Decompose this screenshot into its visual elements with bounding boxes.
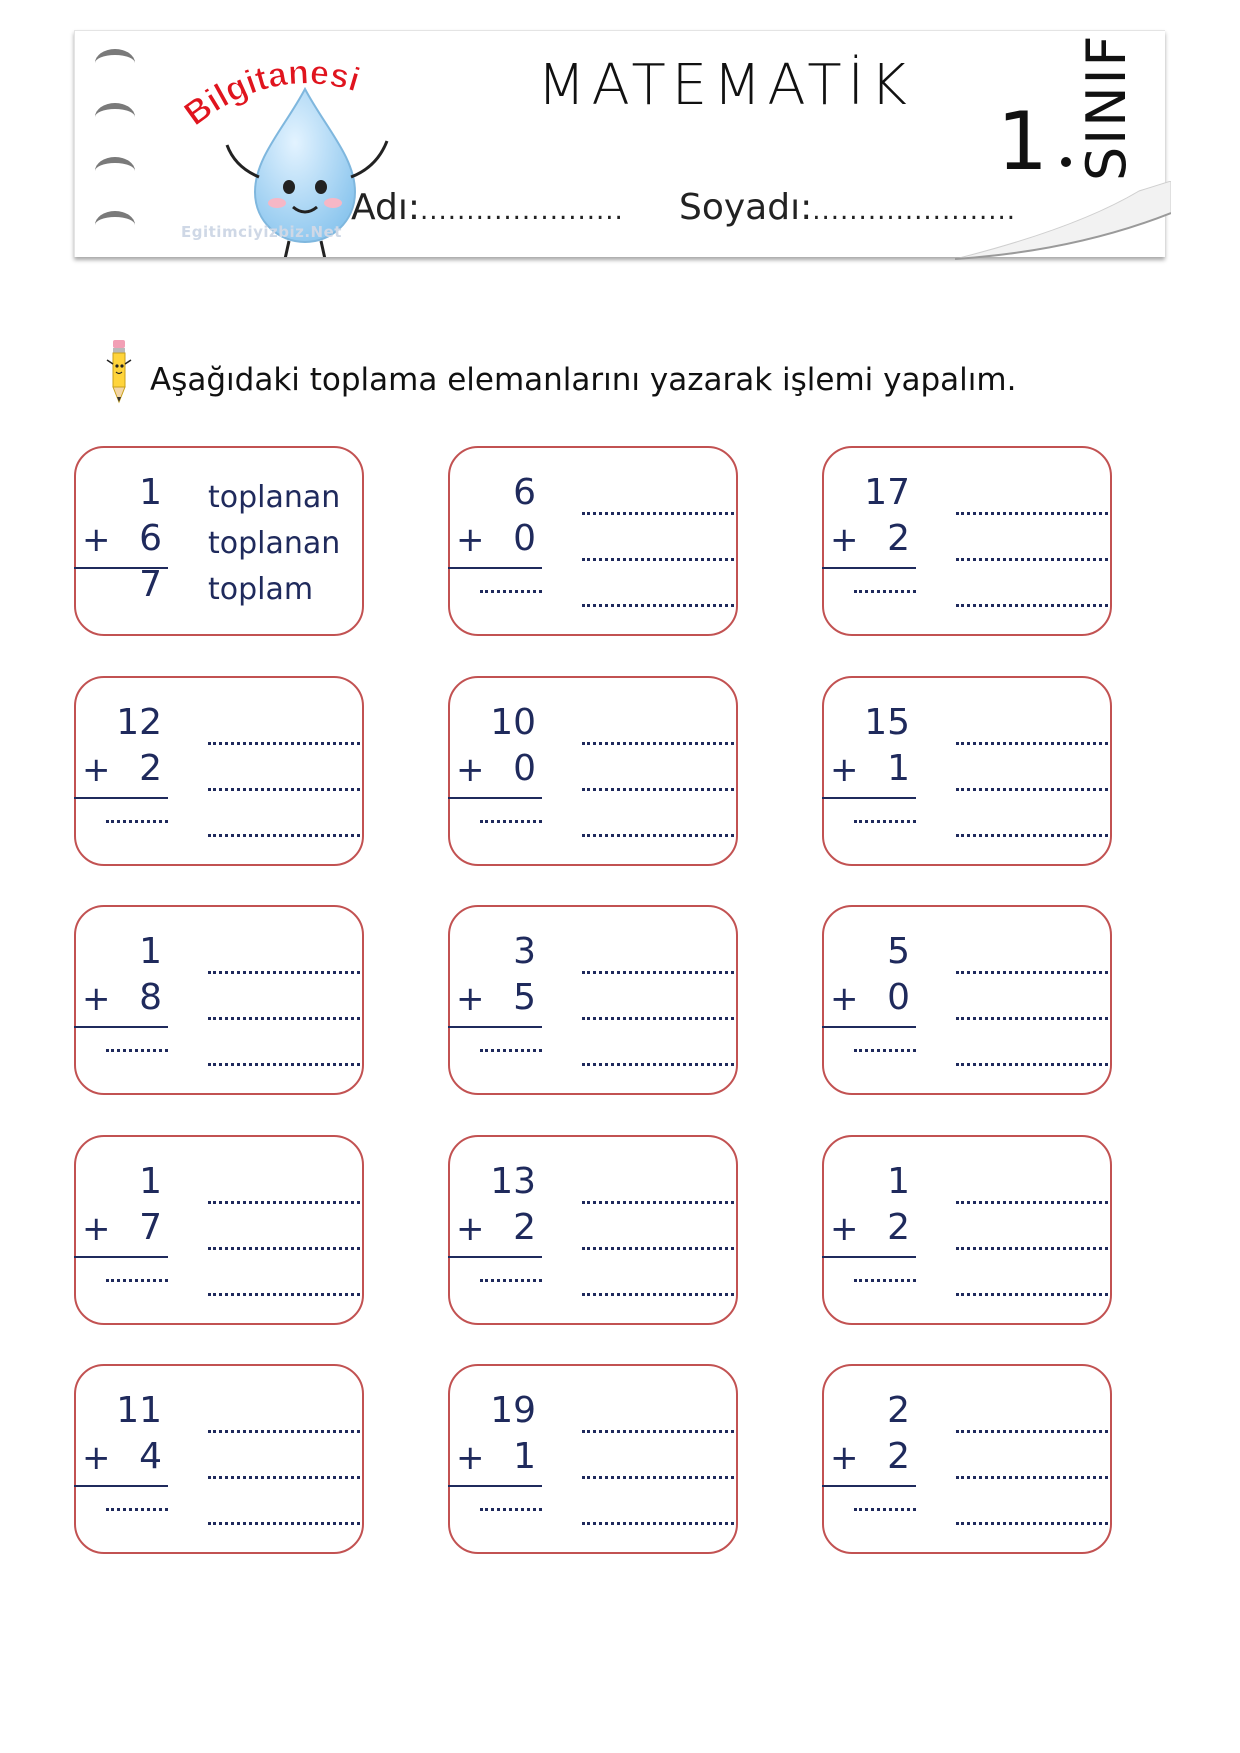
plus-sign: + xyxy=(82,979,111,1019)
sum-answer-blank[interactable] xyxy=(480,800,542,823)
second-addend: 7 xyxy=(139,1207,162,1248)
term-name-blank[interactable] xyxy=(956,1191,1108,1204)
second-addend: 2 xyxy=(887,1207,910,1248)
addition-problem-box xyxy=(448,446,738,636)
sum-line xyxy=(74,1485,168,1487)
sum-answer-blank[interactable] xyxy=(480,1029,542,1052)
term-name-blank[interactable] xyxy=(956,1466,1108,1479)
second-addend: 2 xyxy=(139,748,162,789)
first-addend: 3 xyxy=(513,931,536,972)
name-label: Adı: xyxy=(351,187,420,228)
plus-sign: + xyxy=(456,979,485,1019)
sum-value: 7 xyxy=(139,564,162,605)
first-addend: 5 xyxy=(887,931,910,972)
term-name-blank[interactable] xyxy=(956,1283,1108,1296)
second-addend: 0 xyxy=(513,518,536,559)
term-name-blank[interactable] xyxy=(956,961,1108,974)
sum-answer-blank[interactable] xyxy=(480,1488,542,1511)
addition-problem-box xyxy=(822,1364,1112,1554)
term-name-blank[interactable] xyxy=(208,1512,360,1525)
sum-line xyxy=(448,1485,542,1487)
addition-problem-box xyxy=(822,676,1112,866)
addition-problem-box xyxy=(448,905,738,1095)
second-addend: 4 xyxy=(139,1436,162,1477)
surname-label: Soyadı: xyxy=(679,187,813,228)
sum-answer-blank[interactable] xyxy=(854,1488,916,1511)
term-name-blank[interactable] xyxy=(208,778,360,791)
sum-answer-blank[interactable] xyxy=(480,570,542,593)
sum-line xyxy=(74,1256,168,1258)
term-name-blank[interactable] xyxy=(582,1191,734,1204)
term-name-blank[interactable] xyxy=(956,1007,1108,1020)
addition-problem-box xyxy=(822,1135,1112,1325)
binder-ring-icon xyxy=(95,211,135,239)
term-name-blank[interactable] xyxy=(208,1283,360,1296)
first-addend: 6 xyxy=(513,472,536,513)
plus-sign: + xyxy=(456,750,485,790)
term-name-blank[interactable] xyxy=(582,1053,734,1066)
first-addend: 1 xyxy=(139,472,162,513)
sum-answer-blank[interactable] xyxy=(106,800,168,823)
sum-line xyxy=(448,567,542,569)
second-addend: 0 xyxy=(887,977,910,1018)
plus-sign: + xyxy=(830,979,859,1019)
second-addend: 6 xyxy=(139,518,162,559)
term-name-blank[interactable] xyxy=(208,1191,360,1204)
sum-answer-blank[interactable] xyxy=(106,1259,168,1282)
term-name-blank[interactable] xyxy=(208,1007,360,1020)
addition-problem-box xyxy=(822,905,1112,1095)
term-name-blank[interactable] xyxy=(956,1237,1108,1250)
term-name-blank[interactable] xyxy=(956,594,1108,607)
addition-problem-box xyxy=(448,1364,738,1554)
label-addend-2: toplanan xyxy=(208,526,341,561)
sum-line xyxy=(822,797,916,799)
sum-line xyxy=(822,1026,916,1028)
instruction-text: Aşağıdaki toplama elemanlarını yazarak işlemi yapalım. xyxy=(150,362,1017,398)
svg-text:Bilgitanesi xyxy=(177,53,364,133)
term-name-blank[interactable] xyxy=(956,824,1108,837)
sum-answer-blank[interactable] xyxy=(854,570,916,593)
addition-problem-box xyxy=(74,1364,364,1554)
sum-line xyxy=(448,1256,542,1258)
sum-line xyxy=(822,1485,916,1487)
term-name-blank[interactable] xyxy=(582,594,734,607)
first-addend: 2 xyxy=(887,1390,910,1431)
term-name-blank[interactable] xyxy=(956,1420,1108,1433)
sum-line xyxy=(74,1026,168,1028)
term-name-blank[interactable] xyxy=(208,961,360,974)
plus-sign: + xyxy=(82,750,111,790)
first-addend: 17 xyxy=(864,472,910,513)
term-name-blank[interactable] xyxy=(582,824,734,837)
second-addend: 2 xyxy=(887,518,910,559)
binder-ring-icon xyxy=(95,49,135,77)
logo-website: Egitimciyizbiz.Net xyxy=(181,223,342,241)
addition-problem-box xyxy=(448,676,738,866)
plus-sign: + xyxy=(830,520,859,560)
pencil-icon xyxy=(106,338,132,404)
sum-answer-blank[interactable] xyxy=(106,1029,168,1052)
term-name-blank[interactable] xyxy=(208,1466,360,1479)
term-name-blank[interactable] xyxy=(582,732,734,745)
subject-title: MATEMATİK xyxy=(537,53,913,118)
plus-sign: + xyxy=(830,1209,859,1249)
term-name-blank[interactable] xyxy=(956,548,1108,561)
term-name-blank[interactable] xyxy=(582,1466,734,1479)
addition-problem-box xyxy=(448,1135,738,1325)
plus-sign: + xyxy=(830,750,859,790)
term-name-blank[interactable] xyxy=(582,1420,734,1433)
binder-ring-icon xyxy=(95,157,135,185)
term-name-blank[interactable] xyxy=(582,1007,734,1020)
plus-sign: + xyxy=(82,520,111,560)
page-curl-icon xyxy=(955,181,1171,261)
grade-dot-icon xyxy=(1061,157,1071,167)
term-name-blank[interactable] xyxy=(208,824,360,837)
sum-answer-blank[interactable] xyxy=(854,1029,916,1052)
term-name-blank[interactable] xyxy=(956,778,1108,791)
addition-problem-box xyxy=(822,446,1112,636)
plus-sign: + xyxy=(830,1438,859,1478)
sum-line xyxy=(822,1256,916,1258)
sum-line xyxy=(448,797,542,799)
term-name-blank[interactable] xyxy=(956,732,1108,745)
name-dots: ...................... xyxy=(419,196,624,226)
logo-title: Bilgitanesi xyxy=(177,53,365,134)
sum-line xyxy=(74,797,168,799)
name-field[interactable] xyxy=(351,187,624,228)
term-name-blank[interactable] xyxy=(208,1237,360,1250)
second-addend: 5 xyxy=(513,977,536,1018)
second-addend: 2 xyxy=(513,1207,536,1248)
term-name-blank[interactable] xyxy=(582,1237,734,1250)
binder-ring-icon xyxy=(95,103,135,131)
addition-problem-box xyxy=(74,1135,364,1325)
term-name-blank[interactable] xyxy=(208,732,360,745)
term-name-blank[interactable] xyxy=(956,502,1108,515)
plus-sign: + xyxy=(456,1438,485,1478)
term-name-blank[interactable] xyxy=(208,1053,360,1066)
first-addend: 1 xyxy=(139,931,162,972)
plus-sign: + xyxy=(82,1438,111,1478)
term-name-blank[interactable] xyxy=(956,1053,1108,1066)
first-addend: 15 xyxy=(864,702,910,743)
first-addend: 19 xyxy=(490,1390,536,1431)
surname-dots: ...................... xyxy=(812,196,1017,226)
addition-problem-box xyxy=(74,676,364,866)
sum-line xyxy=(822,567,916,569)
first-addend: 10 xyxy=(490,702,536,743)
second-addend: 0 xyxy=(513,748,536,789)
plus-sign: + xyxy=(456,520,485,560)
sum-answer-blank[interactable] xyxy=(854,1259,916,1282)
term-name-blank[interactable] xyxy=(582,1512,734,1525)
term-name-blank[interactable] xyxy=(582,961,734,974)
addition-problem-box xyxy=(74,446,364,636)
first-addend: 13 xyxy=(490,1161,536,1202)
term-name-blank[interactable] xyxy=(582,548,734,561)
sum-answer-blank[interactable] xyxy=(480,1259,542,1282)
sum-answer-blank[interactable] xyxy=(106,1488,168,1511)
first-addend: 1 xyxy=(887,1161,910,1202)
worksheet-header xyxy=(74,30,1165,257)
second-addend: 8 xyxy=(139,977,162,1018)
plus-sign: + xyxy=(82,1209,111,1249)
second-addend: 1 xyxy=(887,748,910,789)
sum-line xyxy=(448,1026,542,1028)
term-name-blank[interactable] xyxy=(582,502,734,515)
label-sum: toplam xyxy=(208,572,314,607)
second-addend: 1 xyxy=(513,1436,536,1477)
term-name-blank[interactable] xyxy=(582,1283,734,1296)
label-addend-1: toplanan xyxy=(208,480,341,515)
addition-problem-box xyxy=(74,905,364,1095)
first-addend: 1 xyxy=(139,1161,162,1202)
first-addend: 12 xyxy=(116,702,162,743)
term-name-blank[interactable] xyxy=(956,1512,1108,1525)
first-addend: 11 xyxy=(116,1390,162,1431)
grade-word: SINIF xyxy=(1075,33,1138,181)
term-name-blank[interactable] xyxy=(582,778,734,791)
plus-sign: + xyxy=(456,1209,485,1249)
grade-number: 1 xyxy=(997,95,1048,188)
second-addend: 2 xyxy=(887,1436,910,1477)
sum-answer-blank[interactable] xyxy=(854,800,916,823)
term-name-blank[interactable] xyxy=(208,1420,360,1433)
